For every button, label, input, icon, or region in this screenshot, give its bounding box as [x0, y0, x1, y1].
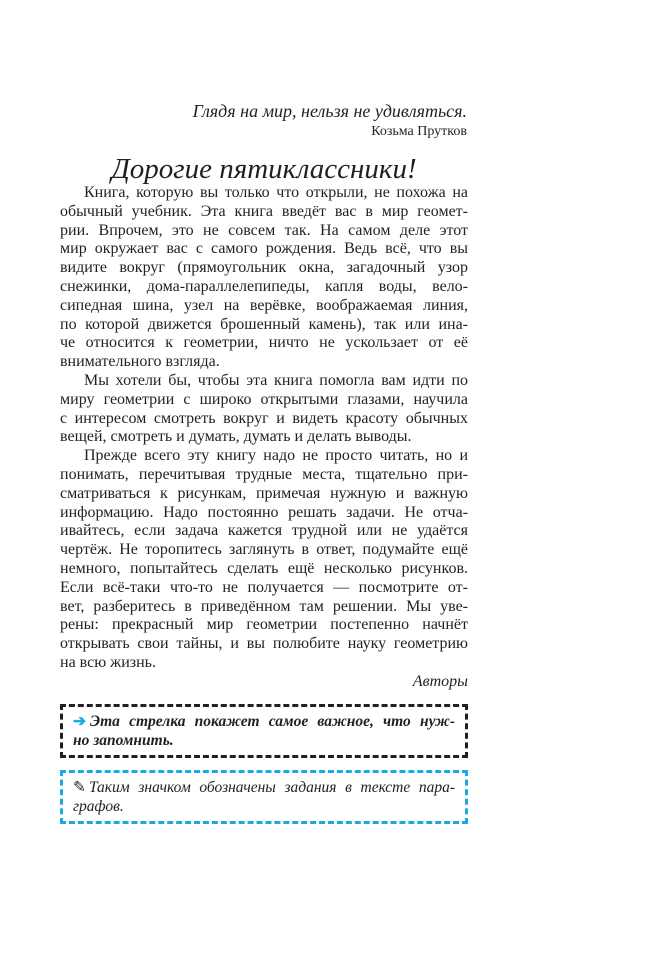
text-line: чертёж. Не торопитесь заглянуть в ответ, подумайте ещё: [60, 541, 468, 559]
epigraph: [193, 100, 467, 142]
signature: Авторы: [412, 672, 468, 690]
text-line: сматриваться к рисункам, примечая нужную и важную: [60, 484, 468, 502]
text-line: открывать свои тайны, и вы полюбите науку геометрию: [60, 635, 468, 653]
page-title: Дорогие пятиклассники!: [111, 153, 417, 185]
note-line: [73, 778, 455, 797]
important-note-box: [60, 704, 468, 758]
tasks-note-box: [60, 770, 468, 824]
text-line: мир окружает вас с самого рождения. Ведь всё, что вы: [60, 240, 468, 258]
text-line: на всю жизнь.: [60, 653, 156, 671]
text-line: обычный учебник. Эта книга введёт вас в мир геомет-: [60, 202, 468, 220]
text-line: понимать, перечитывая трудные места, тщательно при-: [60, 465, 468, 483]
text-line: немного, попытайтесь сделать ещё несколько рисунков.: [60, 559, 468, 577]
text-line: информацию. Надо постоянно решать задачи. Не отча-: [60, 503, 468, 521]
text-line: вещей, смотреть и думать, думать и делать выводы.: [60, 428, 412, 446]
text-line: Книга, которую вы только что открыли, не похожа на: [84, 184, 468, 201]
text-line: че относится к геометрии, ничто не ускользает от её: [60, 334, 468, 352]
body-text: [60, 184, 468, 692]
text-line: снежинки, дома-параллелепипеды, капля воды, вело-: [60, 277, 468, 295]
text-line: рены: прекрасный мир геометрии постепенно начнёт: [60, 616, 468, 634]
text-line: миру геометрии с широко открытыми глазами, научила: [60, 390, 468, 408]
text-line: по которой движется брошенный камень), так или ина-: [60, 315, 468, 333]
text-line: Если всё-таки что-то не получается — посмотрите от-: [60, 578, 468, 596]
note-line: но запомнить.: [73, 732, 174, 749]
text-line: сипедная шина, узел на верёвке, воображаемая линия,: [60, 296, 468, 314]
paragraph: [60, 447, 468, 673]
text-line: внимательного взгляда.: [60, 353, 220, 371]
epigraph-author: Козьма Прутков: [371, 124, 467, 139]
note-line: [73, 712, 455, 731]
text-line: Прежде всего эту книгу надо не просто читать, но и: [84, 447, 468, 465]
text-line: рии. Впрочем, это не совсем так. На самом деле этот: [60, 221, 468, 239]
text-line: Мы хотели бы, чтобы эта книга помогла вам идти по: [84, 371, 468, 389]
epigraph-quote: Глядя на мир, нельзя не удивляться.: [192, 101, 467, 121]
note-text: Эта стрелка покажет самое важное, что нуж-: [90, 713, 455, 730]
pencil-icon: ✎: [73, 779, 86, 796]
note-text: Таким значком обозначены задания в тексте пара-: [89, 779, 455, 796]
paragraph: [60, 372, 468, 447]
text-line: вет, разберитесь в приведённом там решении. Мы уве-: [60, 597, 468, 615]
arrow-right-icon: ➔: [73, 713, 86, 730]
text-line: видите вокруг (прямоугольник окна, загадочный узор: [60, 259, 468, 277]
note-line: графов.: [73, 798, 124, 815]
text-line: ивайтесь, если задача кажется трудной или не удаётся: [60, 522, 468, 540]
text-line: с интересом смотреть вокруг и видеть красоту обычных: [60, 409, 468, 427]
paragraph: [60, 184, 468, 372]
